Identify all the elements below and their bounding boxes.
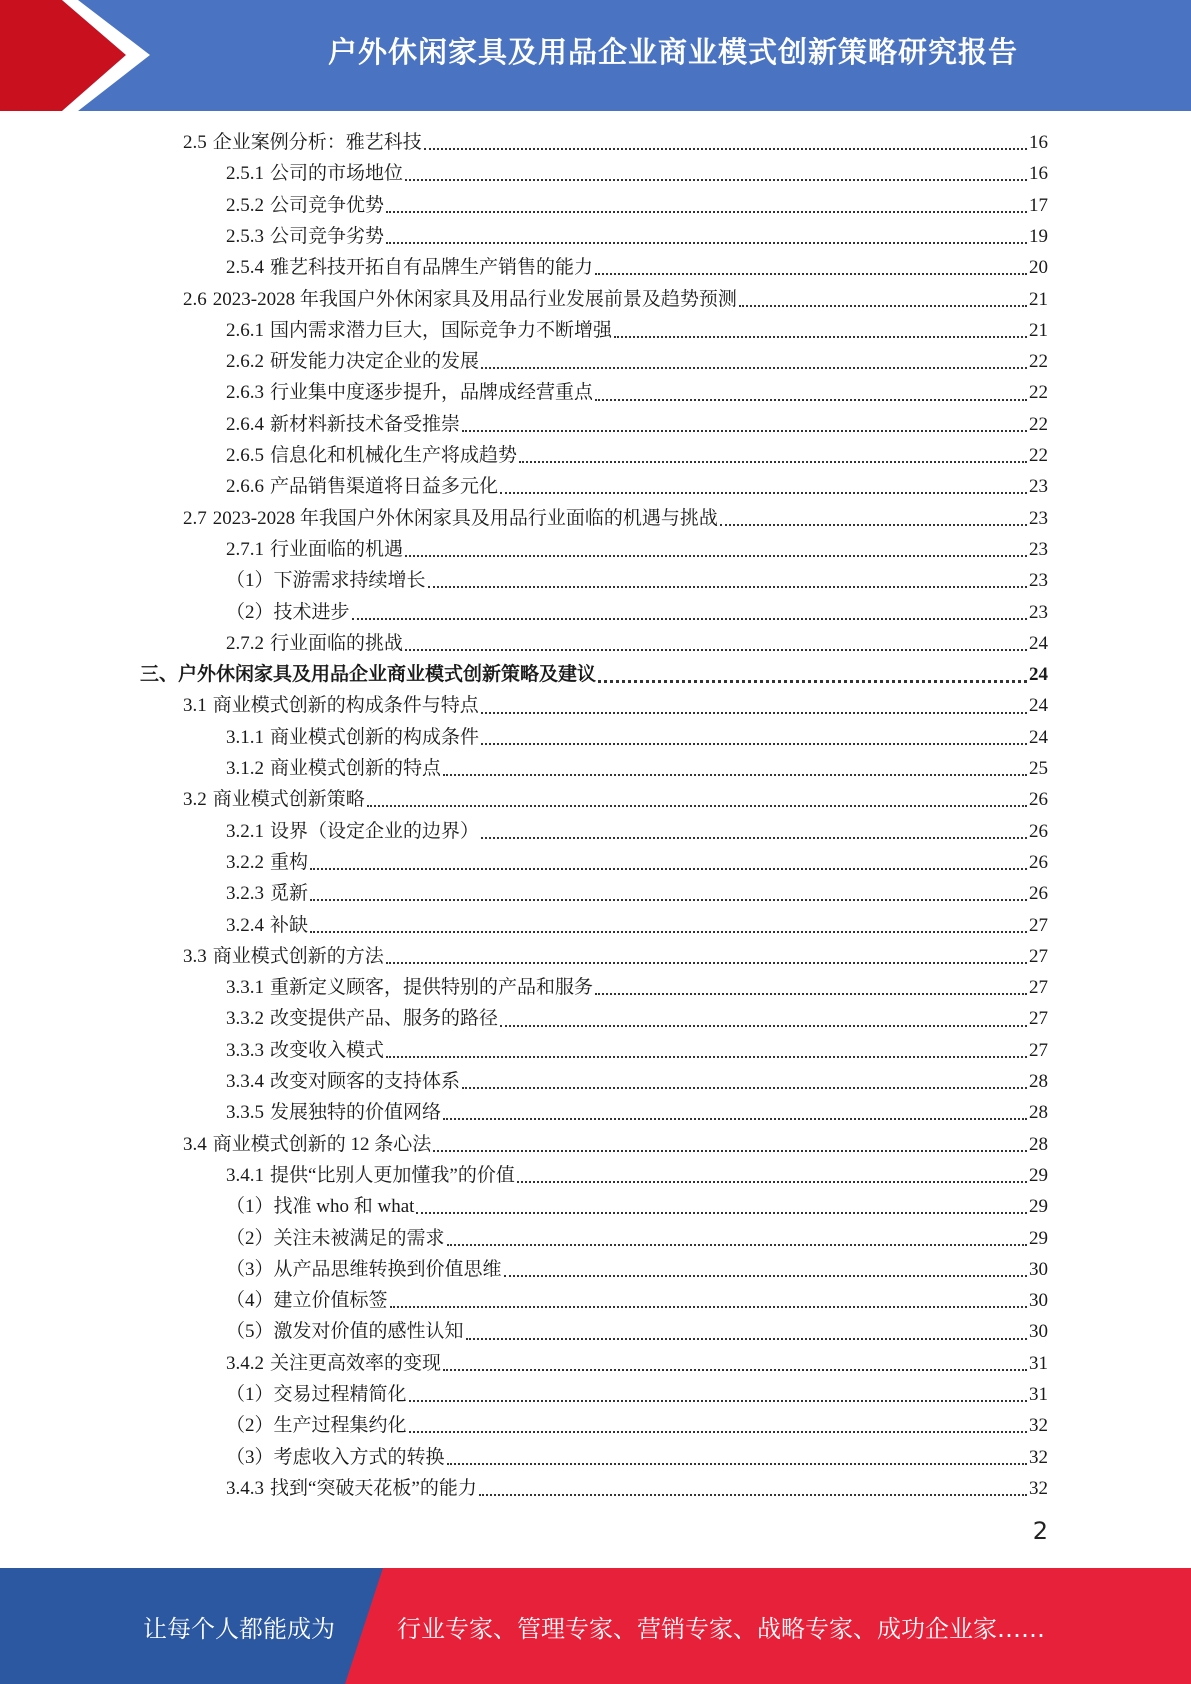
toc-entry[interactable] xyxy=(140,659,1048,690)
toc-entry-title: （2）技术进步 xyxy=(226,601,350,623)
toc-entry-number: 3.1 xyxy=(183,695,207,717)
toc-entry-title: 信息化和机械化生产将成趋势 xyxy=(270,445,518,466)
toc-dot-leader xyxy=(500,1024,1027,1027)
toc-entry-number: 3.4 xyxy=(183,1133,207,1155)
toc-entry-page: 28 xyxy=(1029,1071,1048,1092)
toc-dot-leader xyxy=(481,836,1027,839)
toc-entry-title: （1）下游需求持续增长 xyxy=(226,570,426,592)
toc-entry-page: 22 xyxy=(1029,413,1048,435)
toc-entry[interactable] xyxy=(226,252,1048,283)
toc-dot-leader xyxy=(416,1211,1027,1214)
toc-entry-page: 23 xyxy=(1029,570,1048,592)
toc-entry-page: 22 xyxy=(1029,382,1048,404)
toc-entry-number: 2.7 xyxy=(183,507,207,529)
toc-entry[interactable] xyxy=(226,1035,1048,1066)
toc-entry-title: 重构 xyxy=(270,851,309,873)
toc-dot-leader xyxy=(519,460,1027,463)
toc-entry-page: 29 xyxy=(1029,1164,1048,1186)
toc-entry[interactable] xyxy=(226,722,1048,753)
toc-entry[interactable] xyxy=(226,597,1048,628)
toc-entry[interactable] xyxy=(226,1316,1048,1347)
toc-entry-page: 27 xyxy=(1029,977,1048,999)
toc-entry-page: 22 xyxy=(1029,351,1048,373)
toc-entry[interactable] xyxy=(226,972,1048,1003)
toc-entry-number: 3.2.1 xyxy=(226,820,264,842)
toc-dot-leader xyxy=(517,1180,1027,1183)
footer-slogan-right: 行业专家、管理专家、营销专家、战略专家、成功企业家…… xyxy=(397,1614,1045,1643)
toc-entry[interactable] xyxy=(226,1473,1048,1504)
toc-entry-page: 26 xyxy=(1029,789,1048,811)
toc-entry-title: 改变对顾客的支持体系 xyxy=(270,1071,461,1092)
toc-entry[interactable] xyxy=(226,1160,1048,1191)
toc-entry[interactable] xyxy=(183,127,1048,158)
toc-entry-title: 行业集中度逐步提升，品牌成经营重点 xyxy=(270,382,594,404)
toc-entry-title: （5）激发对价值的感性认知 xyxy=(226,1321,464,1343)
toc-entry-title: （3）从产品思维转换到价值思维 xyxy=(226,1258,502,1280)
toc-entry[interactable] xyxy=(226,471,1048,502)
toc-entry-number: 3.3.2 xyxy=(226,1008,264,1030)
toc-entry-number: 3.3.5 xyxy=(226,1102,264,1124)
toc-entry[interactable] xyxy=(183,1129,1048,1160)
toc-dot-leader xyxy=(386,961,1027,964)
toc-entry[interactable] xyxy=(226,1254,1048,1285)
toc-entry-title: 商业模式创新的 12 条心法 xyxy=(212,1133,432,1155)
toc-entry[interactable] xyxy=(226,534,1048,565)
toc-entry[interactable] xyxy=(226,1285,1048,1316)
toc-entry-page: 20 xyxy=(1029,257,1048,279)
toc-dot-leader xyxy=(443,1117,1027,1120)
page-number: 2 xyxy=(1032,1517,1048,1545)
toc-entry[interactable] xyxy=(226,221,1048,252)
toc-dot-leader xyxy=(367,804,1027,807)
toc-entry-page: 29 xyxy=(1029,1196,1048,1218)
toc-entry-number: 2.6.3 xyxy=(226,382,264,404)
toc-entry[interactable] xyxy=(226,847,1048,878)
toc-entry-page: 24 xyxy=(1029,695,1048,717)
toc-dot-leader xyxy=(739,304,1027,307)
toc-dot-leader xyxy=(466,1337,1027,1340)
toc-entry-title: （1）找准 who 和 what xyxy=(226,1196,415,1218)
toc-dot-leader xyxy=(386,210,1027,213)
toc-entry-number: 3.4.1 xyxy=(226,1164,264,1186)
toc-entry-title: 公司的市场地位 xyxy=(270,163,404,185)
toc-entry-title: 商业模式创新的特点 xyxy=(270,758,442,779)
toc-entry-page: 27 xyxy=(1029,1008,1048,1030)
toc-entry-number: 2.5.2 xyxy=(226,194,264,216)
toc-entry-number: 2.6.2 xyxy=(226,351,264,373)
toc-entry-page: 21 xyxy=(1029,319,1048,341)
toc-entry-page: 30 xyxy=(1029,1290,1048,1312)
toc-entry[interactable] xyxy=(226,409,1048,440)
toc-dot-leader xyxy=(595,272,1027,275)
toc-dot-leader xyxy=(352,617,1027,620)
toc-dot-leader xyxy=(447,1243,1027,1246)
toc-dot-leader xyxy=(386,1055,1027,1058)
toc-entry-page: 23 xyxy=(1029,476,1048,498)
toc-entry-title: 提供“比别人更加懂我”的价值 xyxy=(270,1164,515,1186)
toc-dot-leader xyxy=(481,711,1027,714)
toc-entry-page: 24 xyxy=(1029,632,1048,654)
page-header xyxy=(0,0,1191,111)
toc-entry-page: 28 xyxy=(1029,1102,1048,1124)
toc-entry-title: 商业模式创新策略 xyxy=(212,789,365,811)
toc-entry-title: 觅新 xyxy=(270,883,309,905)
toc-dot-leader xyxy=(504,1274,1027,1277)
toc-dot-leader xyxy=(310,898,1027,901)
toc-entry-page: 23 xyxy=(1029,538,1048,560)
toc-entry-number: 2.6.6 xyxy=(226,476,264,498)
toc-entry-title: 2023-2028 年我国户外休闲家具及用品行业面临的机遇与挑战 xyxy=(212,507,718,529)
toc-entry-title: 雅艺科技开拓自有品牌生产销售的能力 xyxy=(270,257,594,279)
toc-dot-leader xyxy=(447,1462,1027,1465)
toc-entry[interactable] xyxy=(226,1379,1048,1410)
toc-dot-leader xyxy=(720,523,1027,526)
toc-entry-number: 2.6.4 xyxy=(226,413,264,435)
toc-entry-title: （1）交易过程精简化 xyxy=(226,1384,407,1405)
toc-dot-leader xyxy=(614,335,1027,338)
toc-entry-page: 16 xyxy=(1029,132,1048,153)
toc-dot-leader xyxy=(481,366,1027,369)
toc-entry-title: 研发能力决定企业的发展 xyxy=(270,351,480,373)
toc-dot-leader xyxy=(310,930,1027,933)
toc-entry[interactable] xyxy=(226,440,1048,471)
toc-entry-page: 16 xyxy=(1029,163,1048,185)
toc-dot-leader xyxy=(598,679,1027,683)
toc-entry-number: 2.7.2 xyxy=(226,632,264,654)
toc-entry[interactable] xyxy=(226,1191,1048,1222)
toc-dot-leader xyxy=(479,1493,1027,1496)
toc-entry-title: （3）考虑收入方式的转换 xyxy=(226,1446,445,1468)
toc-entry-title: 改变收入模式 xyxy=(270,1039,385,1061)
toc-entry-page: 28 xyxy=(1029,1133,1048,1155)
toc-entry-page: 30 xyxy=(1029,1258,1048,1280)
toc-entry-number: 3.1.1 xyxy=(226,726,264,748)
toc-entry-page: 32 xyxy=(1029,1446,1048,1468)
toc-dot-leader xyxy=(390,1305,1027,1308)
toc-entry-page: 29 xyxy=(1029,1227,1048,1249)
toc-dot-leader xyxy=(443,1368,1027,1371)
toc-entry-number: 3.3 xyxy=(183,945,207,967)
toc-entry-page: 23 xyxy=(1029,601,1048,623)
toc-entry-title: 发展独特的价值网络 xyxy=(270,1102,442,1124)
toc-entry-title: 三、户外休闲家具及用品企业商业模式创新策略及建议 xyxy=(140,664,597,686)
toc-entry-page: 27 xyxy=(1029,945,1048,967)
toc-entry-number: 3.3.4 xyxy=(226,1071,264,1092)
toc-entry-number: 2.6.5 xyxy=(226,445,264,466)
toc-entry-title: （2）关注未被满足的需求 xyxy=(226,1227,445,1249)
toc-entry[interactable] xyxy=(226,1410,1048,1441)
toc-entry[interactable] xyxy=(226,1097,1048,1128)
toc-entry-title: 行业面临的挑战 xyxy=(270,632,404,654)
toc-entry-title: 关注更高效率的变现 xyxy=(270,1352,442,1374)
toc-entry-number: 3.3.1 xyxy=(226,977,264,999)
toc-entry-number: 2.6.1 xyxy=(226,319,264,341)
toc-dot-leader xyxy=(443,773,1027,776)
toc-entry[interactable] xyxy=(226,1442,1048,1473)
toc-entry-page: 23 xyxy=(1029,507,1048,529)
toc-dot-leader xyxy=(310,867,1027,870)
toc-entry-title: 新材料新技术备受推崇 xyxy=(270,413,461,435)
toc-entry-number: 3.3.3 xyxy=(226,1039,264,1061)
toc-entry[interactable] xyxy=(226,1348,1048,1379)
toc-dot-leader xyxy=(595,398,1027,401)
toc-entry[interactable] xyxy=(183,284,1048,315)
toc-entry-title: 2023-2028 年我国户外休闲家具及用品行业发展前景及趋势预测 xyxy=(212,288,737,310)
toc-dot-leader xyxy=(428,585,1027,588)
document-title: 户外休闲家具及用品企业商业模式创新策略研究报告 xyxy=(327,34,1018,69)
toc-dot-leader xyxy=(405,648,1027,651)
toc-entry-title: 商业模式创新的构成条件 xyxy=(270,726,480,748)
toc-entry-page: 17 xyxy=(1029,194,1048,216)
toc-entry-title: （2）生产过程集约化 xyxy=(226,1415,407,1437)
toc-entry-title: 商业模式创新的方法 xyxy=(212,945,384,967)
toc-entry[interactable] xyxy=(226,910,1048,941)
toc-entry-page: 30 xyxy=(1029,1321,1048,1343)
toc-entry-number: 3.4.3 xyxy=(226,1477,264,1499)
toc-entry[interactable] xyxy=(226,315,1048,346)
toc-entry-number: 2.7.1 xyxy=(226,538,264,560)
toc-entry-title: 公司竞争劣势 xyxy=(270,225,385,247)
toc-entry-number: 2.6 xyxy=(183,288,207,310)
toc-entry[interactable] xyxy=(226,1066,1048,1097)
toc-entry-title: 产品销售渠道将日益多元化 xyxy=(270,476,499,498)
toc-entry-title: （4）建立价值标签 xyxy=(226,1290,388,1312)
toc-entry[interactable] xyxy=(183,690,1048,721)
toc-entry-page: 27 xyxy=(1029,914,1048,936)
toc-entry-title: 找到“突破天花板”的能力 xyxy=(270,1477,477,1499)
toc-entry-title: 国内需求潜力巨大，国际竞争力不断增强 xyxy=(270,319,613,341)
toc-dot-leader xyxy=(433,1149,1027,1152)
toc-entry[interactable] xyxy=(226,565,1048,596)
toc-entry-number: 3.2.3 xyxy=(226,883,264,905)
toc-entry-title: 重新定义顾客，提供特别的产品和服务 xyxy=(270,977,594,999)
toc-entry-number: 3.4.2 xyxy=(226,1352,264,1374)
toc-entry[interactable] xyxy=(226,878,1048,909)
toc-entry-title: 企业案例分析：雅艺科技 xyxy=(212,132,422,153)
toc-entry-number: 3.1.2 xyxy=(226,758,264,779)
toc-entry-page: 26 xyxy=(1029,820,1048,842)
toc-entry-number: 3.2.2 xyxy=(226,851,264,873)
toc-entry[interactable] xyxy=(226,628,1048,659)
toc-entry[interactable] xyxy=(226,753,1048,784)
toc-entry-page: 31 xyxy=(1029,1384,1048,1405)
toc-entry-page: 21 xyxy=(1029,288,1048,310)
toc-dot-leader xyxy=(409,1399,1027,1402)
toc-dot-leader xyxy=(405,554,1027,557)
toc-dot-leader xyxy=(481,742,1027,745)
toc-dot-leader xyxy=(424,147,1027,150)
toc-entry-page: 32 xyxy=(1029,1477,1048,1499)
toc-dot-leader xyxy=(409,1430,1027,1433)
toc-entry-number: 3.2 xyxy=(183,789,207,811)
toc-entry-title: 设界（设定企业的边界） xyxy=(270,820,480,842)
toc-entry[interactable] xyxy=(183,941,1048,972)
page-footer xyxy=(0,1568,1191,1684)
toc-entry-title: 行业面临的机遇 xyxy=(270,538,404,560)
toc-entry-page: 19 xyxy=(1029,225,1048,247)
toc-entry[interactable] xyxy=(183,784,1048,815)
toc-entry[interactable] xyxy=(226,158,1048,189)
toc-entry-page: 25 xyxy=(1029,758,1048,779)
toc-entry-page: 22 xyxy=(1029,445,1048,466)
toc-entry[interactable] xyxy=(226,1223,1048,1254)
toc-dot-leader xyxy=(462,429,1027,432)
toc-entry-title: 补缺 xyxy=(270,914,309,936)
toc-entry-page: 32 xyxy=(1029,1415,1048,1437)
toc-entry-page: 27 xyxy=(1029,1039,1048,1061)
toc-entry[interactable] xyxy=(183,503,1048,534)
footer-slogan-left: 让每个人都能成为 xyxy=(143,1614,335,1643)
toc-entry[interactable] xyxy=(226,346,1048,377)
toc-entry-page: 24 xyxy=(1029,664,1048,686)
toc-entry-number: 2.5.3 xyxy=(226,225,264,247)
toc-entry-number: 2.5 xyxy=(183,132,207,153)
toc-entry-page: 31 xyxy=(1029,1352,1048,1374)
toc-entry[interactable] xyxy=(226,1003,1048,1034)
toc-dot-leader xyxy=(462,1086,1027,1089)
toc-entry[interactable] xyxy=(226,816,1048,847)
toc-entry-page: 26 xyxy=(1029,851,1048,873)
toc-entry-title: 公司竞争优势 xyxy=(270,194,385,216)
toc-entry-title: 商业模式创新的构成条件与特点 xyxy=(212,695,479,717)
toc-dot-leader xyxy=(595,992,1027,995)
toc-dot-leader xyxy=(386,241,1027,244)
toc-entry-page: 24 xyxy=(1029,726,1048,748)
toc-dot-leader xyxy=(500,491,1027,494)
toc-entry-number: 3.2.4 xyxy=(226,914,264,936)
toc-entry-number: 2.5.4 xyxy=(226,257,264,279)
toc-entry-title: 改变提供产品、服务的路径 xyxy=(270,1008,499,1030)
toc-dot-leader xyxy=(405,178,1027,181)
toc-entry-number: 2.5.1 xyxy=(226,163,264,185)
toc-entry[interactable] xyxy=(226,377,1048,408)
toc-entry[interactable] xyxy=(226,190,1048,221)
toc-entry-page: 26 xyxy=(1029,883,1048,905)
